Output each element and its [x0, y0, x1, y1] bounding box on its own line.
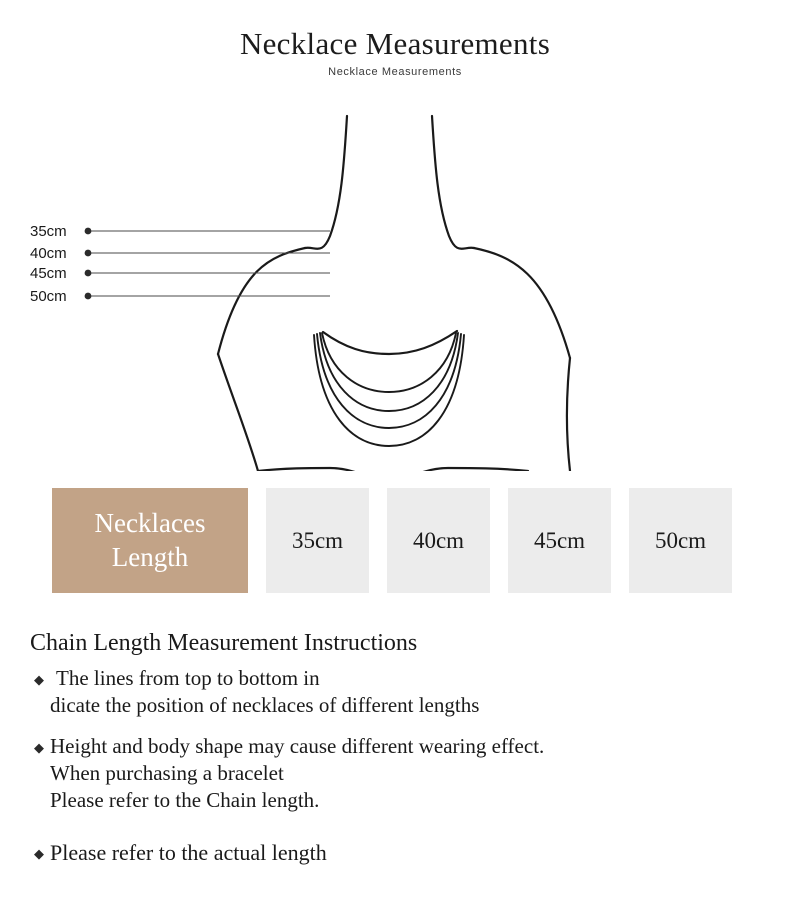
instruction-item [30, 665, 770, 719]
necklace-diagram [0, 96, 790, 471]
length-table [52, 488, 738, 593]
diagram-label-50cm: 50cm [30, 288, 67, 305]
diagram-label-45cm: 45cm [30, 265, 67, 282]
instructions-title: Chain Length Measurement Instructions [30, 630, 418, 656]
instruction-item [30, 733, 770, 814]
instruction-3-line-1: Please refer to the actual length [50, 840, 327, 866]
page-subtitle: Necklace Measurements [328, 66, 462, 78]
instructions-section [30, 630, 770, 879]
bullet-icon: ◆ [34, 672, 44, 687]
instruction-1-line-2: dicate the position of necklaces of different lengths [50, 692, 480, 717]
table-cell-40cm: 40cm [387, 488, 490, 593]
diagram-label-40cm: 40cm [30, 245, 67, 262]
table-header-line2: Length [111, 541, 189, 572]
instruction-item [30, 839, 770, 869]
bullet-icon: ◆ [34, 846, 44, 862]
bullet-icon: ◆ [34, 739, 44, 755]
instruction-2-line-1: Height and body shape may cause different wearing effect. [50, 733, 545, 758]
table-cell-45cm: 45cm [508, 488, 611, 593]
instruction-2-line-3: Please refer to the Chain length. [50, 787, 320, 812]
diagram-label-35cm: 35cm [30, 223, 67, 240]
table-cell-50cm: 50cm [629, 488, 732, 593]
instruction-1-line-1: The lines from top to bottom in [56, 666, 320, 690]
instruction-2-line-2: When purchasing a bracelet [50, 760, 284, 785]
table-header-line1: Necklaces [94, 507, 206, 538]
table-cell-35cm: 35cm [266, 488, 369, 593]
table-header-cell [52, 488, 248, 593]
page-title: Necklace Measurements [239, 26, 551, 61]
